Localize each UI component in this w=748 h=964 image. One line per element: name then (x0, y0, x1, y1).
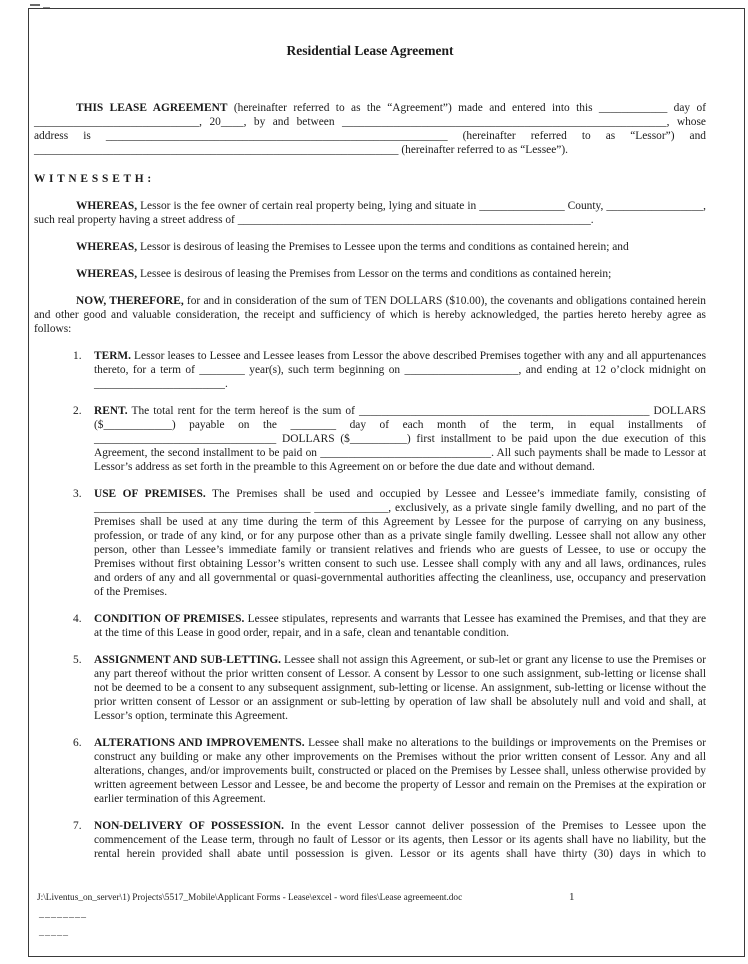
intro-lead: THIS LEASE AGREEMENT (76, 102, 228, 114)
page-number: 1 (569, 891, 575, 903)
document-title: Residential Lease Agreement (286, 43, 454, 58)
whereas-paragraph-3 (34, 267, 706, 281)
section-use-of-premises (34, 487, 706, 599)
section-text: In the event Lessor cannot deliver possession of the Premises to Lessee upon the commencement of the Lease term, through no fault of Lessor or its agents, then Lessor or its agents shall have no liability, but the rental herein provided shall abate until possession is given. Lessor or its agents shall have thirty (30) days in which to (94, 820, 706, 860)
section-text: Lessor leases to Lessee and Lessee leases from Lessor the above described Premises together with any and all appurtenances thereto, for a term of ________ year(s), such term beginning on ____________________, and ending at 12 o’clock midnight on _______________________. (94, 350, 706, 390)
section-paragraph (94, 819, 706, 861)
section-rent (34, 404, 706, 474)
numbered-sections (34, 349, 706, 861)
section-paragraph (94, 612, 706, 640)
section-heading: ALTERATIONS AND IMPROVEMENTS. (94, 737, 305, 749)
page-footer (37, 893, 697, 903)
section-assignment-subletting (34, 653, 706, 723)
whereas-lead: WHEREAS, (76, 268, 138, 280)
section-text: The total rent for the term hereof is the sum of ___________________________________________________ DOLLARS ($____________) payable on the ________ day of each month of the term, in equal installments of ________________________________ DOLLARS ($__________) first installment to be paid upon the due execution of this Agreement, the second installment to be paid on ______________________________. All such payments shall be made to Lessor at Lessor’s address as set forth in the preamble to this Agreement on or before the due date and without demand. (94, 405, 706, 473)
section-heading: RENT. (94, 405, 128, 417)
section-text: Lessee stipulates, represents and warrants that Lessee has examined the Premises, and that they are at the time of this Lease in good order, repair, and in a safe, clean and tenantable condition. (94, 613, 707, 639)
section-alterations-improvements (34, 736, 706, 806)
whereas-lead: WHEREAS, (76, 200, 138, 212)
section-text: Lessee shall make no alterations to the buildings or improvements on the Premises or construct any building or make any other improvements on the Premises without the prior written consent of Lessor. Any and all alterations, changes, and/or improvements built, constructed or placed on the Premises by Lessee shall, unless otherwise provided by written agreement between Lessor and Lessee, be and become the property of Lessor and remain on the Premises at the expiration or earlier termination of this Agreement. (94, 737, 706, 805)
section-number: 7. (73, 820, 82, 832)
now-therefore-lead: NOW, THEREFORE, (76, 295, 184, 307)
section-heading: ASSIGNMENT AND SUB-LETTING. (94, 654, 282, 666)
section-paragraph (94, 487, 706, 599)
section-heading: CONDITION OF PREMISES. (94, 613, 245, 625)
whereas-paragraph-2 (34, 240, 706, 254)
whereas-lead: WHEREAS, (76, 241, 138, 253)
now-therefore-text: for and in consideration of the sum of TEN DOLLARS ($10.00), the covenants and obligations contained herein and other good and valuable consideration, the receipt and sufficiency of which is hereby acknowledged, the parties hereto hereby agree as follows: (34, 295, 707, 335)
document-page (28, 8, 745, 957)
intro-paragraph (34, 101, 706, 157)
section-text: Lessee shall not assign this Agreement, or sub-let or grant any license to use the Premises or any part thereof without the prior written consent of Lessor. A consent by Lessor to one such assignment, sub-letting or license shall not be deemed to be a consent to any subsequent assignment, sub-letting or license. An assignment, sub-letting or license without the prior written consent of Lessor or an assignment or sub-letting by operation of law shall be absolutely null and void and shall, at Lessor’s option, terminate this Agreement. (94, 654, 706, 722)
section-term (34, 349, 706, 391)
section-number: 5. (73, 654, 82, 666)
now-therefore-paragraph (34, 294, 706, 336)
document-content (34, 43, 706, 861)
section-paragraph (94, 349, 706, 391)
section-number: 3. (73, 488, 82, 500)
whereas-paragraph-1 (34, 199, 706, 227)
whereas-text: Lessee is desirous of leasing the Premises from Lessor on the terms and conditions as contained herein; (137, 268, 612, 280)
scan-artifact-mark (30, 4, 40, 6)
scan-artifact-underline: _____ (39, 926, 69, 937)
section-non-delivery (34, 819, 706, 861)
section-paragraph (94, 653, 706, 723)
section-number: 4. (73, 613, 82, 625)
section-heading: USE OF PREMISES. (94, 488, 206, 500)
witnesseth-heading: W I T N E S S E T H : (34, 173, 152, 185)
section-paragraph (94, 736, 706, 806)
section-heading: NON-DELIVERY OF POSSESSION. (94, 820, 285, 832)
section-paragraph (94, 404, 706, 474)
whereas-text: Lessor is desirous of leasing the Premises to Lessee upon the terms and conditions as contained herein; and (137, 241, 629, 253)
section-number: 6. (73, 737, 82, 749)
scan-artifact-underline: ________ (39, 908, 87, 919)
intro-text: (hereinafter referred to as the “Agreement”) made and entered into this ____________ day of _____________________________, 20____, by and between _________________________________________________________, whose address is ____________________________________________________________ (hereinafter referred to as “Lessor”) and ________________________________________________________________ (hereinafter referred to as “Lessee”). (34, 102, 707, 156)
section-heading: TERM. (94, 350, 132, 362)
section-condition-of-premises (34, 612, 706, 640)
whereas-text: Lessor is the fee owner of certain real property being, lying and situate in _______________ County, _________________, such real property having a street address of ______________________________________________________________. (34, 200, 706, 226)
section-text: The Premises shall be used and occupied by Lessee and Lessee’s immediate family, consisting of ______________________________________ _____________, exclusively, as a private single family dwelling, and no part of the Premises shall be used at any time during the term of this Agreement by Lessee for the purpose of carrying on any business, profession, or trade of any kind, or for any purpose other than as a private single family dwelling. Lessee shall not allow any other person, other than Lessee’s immediate family or transient relatives and friends who are guests of Lessee, to use or occupy the Premises without first obtaining Lessor’s written consent to such use. Lessee shall comply with any and all laws, ordinances, rules and orders of any and all governmental or quasi-governmental authorities affecting the cleanliness, use, occupancy and preservation of the Premises. (94, 488, 706, 598)
section-number: 2. (73, 405, 82, 417)
document-file-path: J:\Liventus_on_server\1) Projects\5517_Mobile\Applicant Forms - Lease\excel - word files\Lease agreemeent.doc (37, 893, 463, 903)
section-number: 1. (73, 350, 82, 362)
